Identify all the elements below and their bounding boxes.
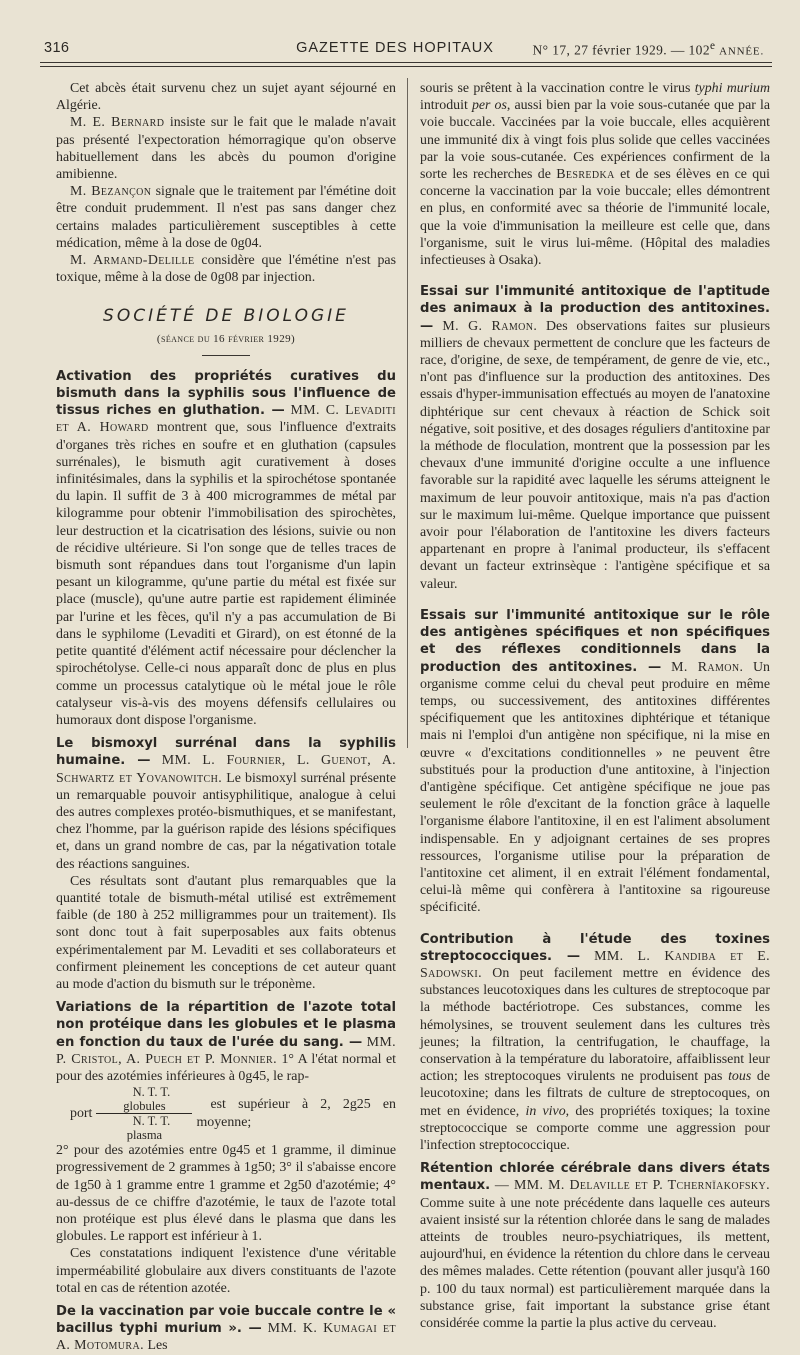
article-authors: MM. C. Levaditi et A. Howard: [56, 403, 397, 436]
article-aptitude-antitoxines: Essai sur l'immunité antitoxique de l'aptitude des animaux à la production des antitoxines. — M. G. Ramon. Des observations faites sur plusieurs milliers de chevaux permettent de conclure que les facteurs de race, d'origine, de sexe, de tempérament, de genre de vie, etc., n'ont pas d'influence sur la production des antitoxines. Des essais d'hyper-immunisation effectués au moyen de l'anatoxine diphtérique sur cent chevaux à réaction de Schick soit négative, soit positive, et des dosages réguliers d'antitoxine par la méthode de floculation, montrent que la possession par les chevaux d'une immunité d'origine occulte a une influence favorable sur la rapidité avec laquelle les sérums atteignent le maximum de leur pouvoir antitoxique, mais n'a pas d'action sur le maximum lui-même. Quelque importance que puissent avoir pour l'élaboration de l'antitoxine les divers facteurs appartenant en propre à l'animal producteur, ils s'effacent devant un facteur extrinsèque : l'antigène spécifique et sa valeur.: [420, 284, 770, 592]
fraction: $\frac{\text{N. T. T. globules}}{\text{N. T. T. plasma}}$: [96, 1085, 192, 1142]
author-name: M. E. Bernard: [70, 115, 165, 131]
article-bismoxyl: Le bismoxyl surrénal dans la syphilis humaine. — MM. L. Fournier, L. Guenot, A. Schwartz et Yovanowitch. Le bismoxyl surrénal présente un remarquable pouvoir antisyphilitique, analogue à celui des autres complexes protéo-bismuthiques, et se manifestant, chez l'homme, par la guérison rapide des lésions spécifiques et, dans un grand nombre de cas, par la négativation totale des réactions sanguines.: [56, 736, 396, 872]
article-heading: Activation des propriétés curatives du bismuth dans la syphilis sous l'influence de tissus riches en gluthation. —: [56, 368, 396, 419]
society-heading: SOCIÉTÉ DE BIOLOGIE: [103, 306, 349, 327]
column-divider: [407, 78, 408, 748]
left-column: [56, 80, 396, 1355]
article-authors: MM. L. Kandiba et E. Sadowski.: [420, 948, 770, 981]
session-date: (séance du 16 février 1929): [156, 332, 296, 345]
article-toxines-streptococciques: Contribution à l'étude des toxines streptococciques. — MM. L. Kandiba et E. Sadowski. On peut facilement mettre en évidence des substances leucotoxiques dans les cultures de streptocoque par la méthode bactériotrope. Ces substances, comme les hémolysines, se trouvent seulement dans les cultures très jeunes; la filtration, la centrifugation, le chauffage, la conservation à la température du laboratoire, affaiblissent leur action; les streptocoques virulents ne produisent pas tous de leucotoxine; dans les filtrats de culture de streptocoques, on met en évidence, in vivo, des propriétés toxiques; la toxine streptococcique se comporte comme une aggression pour l'infection streptococcique.: [420, 931, 770, 1153]
article-authors: M. G. Ramon.: [433, 318, 538, 334]
running-header: [40, 32, 772, 63]
article-authors: MM. K. Kumagai et A. Motomura.: [56, 1321, 396, 1354]
author-name: Besredka: [556, 167, 615, 183]
article-heading: Variations de la répartition de l'azote total non protéique dans les globules et le plasma en fonction du taux de l'urée du sang. —: [56, 1000, 396, 1050]
article-vaccination: De la vaccination par voie buccale contre le « bacillus typhi murium ». — MM. K. Kumagai et A. Motomura. Les: [56, 1304, 396, 1354]
header-rule: [40, 66, 772, 67]
paragraph: Ces résultats sont d'autant plus remarquables que la quantité totale de bismuth-métal utilisé est extrêmement faible (de 180 à 252 milligrammes pour un traitement). Ils sont donc tout à fait superposables aux faits obtenus expérimentalement par M. Levaditi et ses collaborateurs et confirment pleinement les conceptions de cet auteur quant au mode d'action du bismuth sur le tréponème.: [56, 873, 396, 992]
section-rule: [202, 355, 250, 356]
article-authors: M. Ramon.: [661, 659, 744, 675]
paragraph: M. Armand-Delille considère que l'émétine n'est pas toxique, même à la dose de 0g08 par injection.: [56, 253, 396, 286]
article-authors: — MM. M. Delaville et P. Tchernïakofsky.: [490, 1178, 770, 1194]
paragraph: M. Bezançon signale que le traitement par l'émétine doit être conduit prudemment. Il n'est pas sans danger chez certains malades particulièrement susceptibles à cette médication, même à la dose de 0g04.: [56, 184, 396, 251]
issue-info: N° 17, 27 février 1929. — 102e ANNÉE.: [532, 40, 764, 58]
article-heading: Le bismoxyl surrénal dans la syphilis humaine. —: [56, 736, 396, 769]
article-heading: Essais sur l'immunité antitoxique sur le rôle des antigènes spécifiques et non spécifiques et des réflexes conditionnels dans la production des antitoxines. —: [420, 607, 770, 675]
ratio-formula: port $\frac{\text{N. T. T. globules}}{\text{N. T. T. plasma}}$ est supérieur à 2, 2g25 en moyenne;: [70, 1085, 396, 1143]
article-antigenes: Essais sur l'immunité antitoxique sur le rôle des antigènes spécifiques et non spécifiques et des réflexes conditionnels dans la production des antitoxines. — M. Ramon. Un organisme comme celui du cheval peut produire en même temps, ou successivement, des antitoxines différentes spécifiquement que les antitoxines diphtérique et tétanique mais ni l'emploi d'un antigène non spécifique, ni la mise en œuvre « d'excitations conditionnelles » ne peuvent être substitués pour la production d'une antitoxine, à l'injection d'antigène spécifique. Cet antigène spécifique ne joue pas seulement le rôle d'excitant de la fonction grâce à laquelle l'organisme élabore l'antitoxine, il en est l'aliment absolument indispensable. En y adjoignant certaines de ses propres ressources, l'organisme utilise pour la préparation de l'antitoxine cet aliment, il en extrait l'élément fondamental, celui-là même qui confèrera à l'antitoxine sa rigoureuse spécificité.: [420, 607, 770, 916]
article-activation-bismuth: Activation des propriétés curatives du bismuth dans la syphilis sous l'influence de tissus riches en gluthation. — MM. C. Levaditi et A. Howard montrent que, sous l'influence d'extraits d'organes très riches en soufre et en gluthation (capsules surrénales), le bismuth agit curativement à doses infinitésimales, dans la syphilis et la spirochétose spontanée du lapin. Il suffit de 3 à 400 microgrammes de métal par kilogramme pour obtenir l'immobilisation des spirochètes, leur destruction et la cicatrisation des lésions, suivie ou non de récidive ultérieure. Si l'on songe que de telles traces de bismuth sont répandues dans tout l'organisme d'un lapin pesant un kilogramme, qu'une partie du métal est fixée sur place (muscle), qu'une autre partie est rapidement éliminée par l'urine et les fèces, qu'il n'y a pas accumulation de Bi dans le syphilome (Levaditi et Girard), on est étonné de la petite quantité d'élément actif nécessaire pour déclencher la spirochétolyse. Celle-ci nous apparaît donc de plus en plus comme un processus catalytique où le métal joue le rôle catalyseur vis-à-vis des moyens défensifs cellulaires ou humoraux dont dispose l'organisme.: [56, 368, 397, 728]
right-column: [420, 80, 770, 1332]
author-name: M. Armand-Delille: [70, 253, 195, 269]
article-azote: Variations de la répartition de l'azote total non protéique dans les globules et le plasma en fonction du taux de l'urée du sang. — MM. P. Cristol, A. Puech et P. Monnier. 1° A l'état normal et pour des azotémies inférieures à 0g45, le rap-: [56, 1000, 396, 1084]
paragraph: Ces constatations indiquent l'existence d'une véritable imperméabilité globulaire aux divers constituants de l'azote total en cas de rétention azotée.: [56, 1246, 396, 1296]
page-number: 316: [44, 40, 70, 56]
paragraph: souris se prêtent à la vaccination contre le virus typhi murium introduit per os, aussi bien par la voie sous-cutanée que par la voie buccale. Vaccinées par la voie buccale, elles acquièrent une immunité dix à vingt fois plus solide que celles vaccinées par la voie sous-cutanée. Ces expériences confirment de la sorte les recherches de Besredka et de ses élèves en ce qui concerne la vaccination par la voie buccale; elles démontrent en plus, en conformité avec sa théorie de l'immunité locale, que la voie d'immunisation la meilleure est celle que, dans l'organisme, suit le virus lui-même. (Hôpital des maladies infectieuses à Osaka).: [420, 81, 771, 269]
article-heading: Essai sur l'immunité antitoxique de l'aptitude des animaux à la production des antitoxines. —: [420, 284, 770, 334]
journal-title: GAZETTE DES HOPITAUX: [296, 40, 494, 56]
author-name: M. Bezançon: [70, 184, 152, 200]
paragraph: 2° pour des azotémies entre 0g45 et 1 gramme, il diminue progressivement de 2 grammes à 1g50; 3° il s'abaisse encore de 1g50 à 1 gramme entre 1 gramme et 2g50 d'azotémie; 4° au-dessus de ce chiffre d'azotémie, le taux de l'azote total non protéique est plus élevé dans le plasma que dans les globules. Le rapport est inférieur à 1.: [56, 1143, 396, 1245]
article-heading: Contribution à l'étude des toxines streptococciques. —: [420, 931, 770, 964]
paragraph: Cet abcès était survenu chez un sujet ayant séjourné en Algérie.: [56, 81, 396, 114]
article-authors: MM. L. Fournier, L. Guenot, A. Schwartz et Yovanowitch.: [56, 753, 396, 786]
article-authors: MM. P. Cristol, A. Puech et P. Monnier.: [56, 1034, 396, 1067]
article-heading: Rétention chlorée cérébrale dans divers états mentaux.: [420, 1161, 770, 1194]
article-retention-chloree: Rétention chlorée cérébrale dans divers états mentaux. — MM. M. Delaville et P. Tchernïakofsky. Comme suite à une note précédente dans laquelle ces auteurs avaient insisté sur la rétention chlorée dans le sang de malades atteints de troubles neuro-psychiatriques, ils mettent, aujourd'hui, en évidence la rétention du chlore dans le cerveau des mêmes malades. Cette rétention (pouvant aller jusqu'à 160 p. 100 du taux normal) est particulièrement marquée dans la substance grise, fait important la substance grise étant considérée comme la partie la plus active du cerveau.: [420, 1161, 770, 1332]
article-heading: De la vaccination par voie buccale contre le « bacillus typhi murium ». —: [56, 1304, 396, 1337]
paragraph: M. E. Bernard insiste sur le fait que le malade n'avait pas présenté l'expectoration hémorragique qu'on observe habituellement dans les abcès du poumon d'origine amibienne.: [56, 115, 396, 183]
